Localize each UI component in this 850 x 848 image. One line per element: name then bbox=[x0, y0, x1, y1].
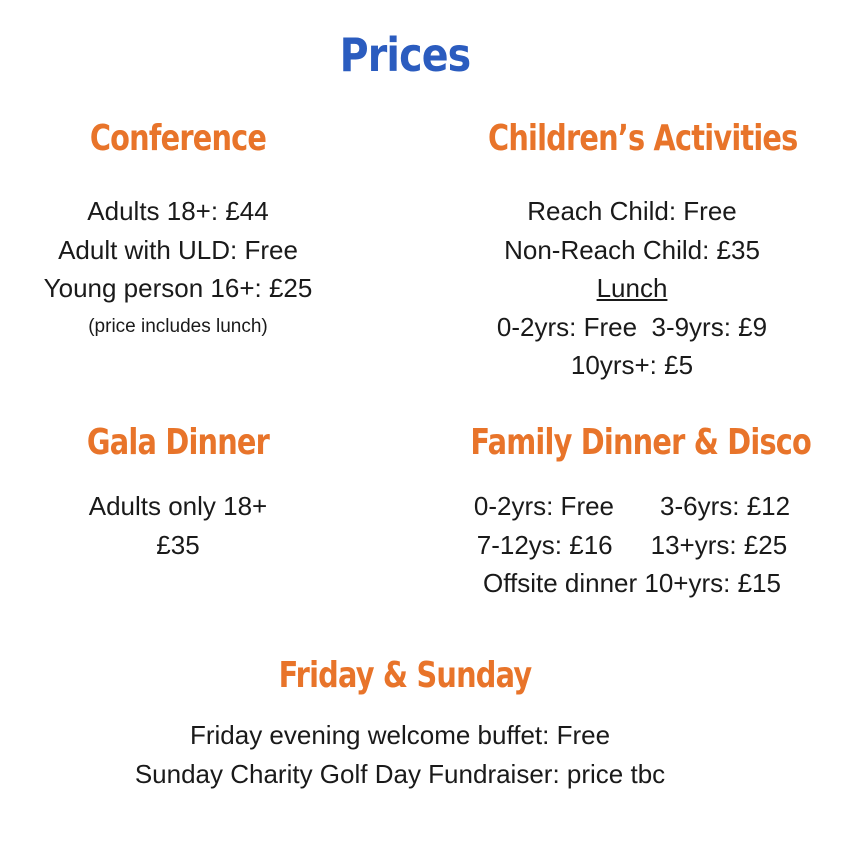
family-price-13-plus: 13+yrs: £25 bbox=[650, 529, 788, 560]
children-prices bbox=[452, 192, 812, 385]
family-price-7-12: 7-12ys: £16 bbox=[476, 529, 613, 560]
children-lunch-label: Lunch bbox=[596, 273, 668, 303]
conference-note: (price includes lunch) bbox=[88, 315, 268, 337]
family-row-2 bbox=[430, 526, 834, 565]
family-price-3-6: 3-6yrs: £12 bbox=[660, 491, 791, 521]
weekend-line-friday: Friday evening welcome buffet: Free bbox=[189, 720, 611, 750]
conference-line-young: Young person 16+: £25 bbox=[43, 273, 313, 303]
family-row-offsite: Offsite dinner 10+yrs: £15 bbox=[483, 568, 781, 598]
weekend-prices bbox=[0, 716, 800, 793]
gala-heading: Gala Dinner bbox=[86, 422, 270, 463]
gala-line-price: £35 bbox=[156, 529, 200, 560]
conference-line-uld: Adult with ULD: Free bbox=[58, 234, 298, 265]
weekend-heading: Friday & Sunday bbox=[278, 655, 532, 696]
gala-line-adults: Adults only 18+ bbox=[88, 491, 268, 521]
weekend-line-sunday: Sunday Charity Golf Day Fundraiser: price tbc bbox=[134, 758, 666, 789]
family-row-1 bbox=[430, 487, 834, 526]
conference-prices bbox=[30, 192, 326, 346]
children-lunch-line-2: 10yrs+: £5 bbox=[570, 350, 694, 380]
conference-heading: Conference bbox=[89, 118, 267, 159]
gala-prices bbox=[30, 487, 326, 564]
children-heading: Children’s Activities bbox=[488, 118, 798, 159]
family-heading: Family Dinner & Disco bbox=[470, 422, 812, 463]
children-line-reach: Reach Child: Free bbox=[527, 196, 737, 226]
children-line-nonreach: Non-Reach Child: £35 bbox=[504, 234, 760, 265]
family-prices bbox=[430, 487, 834, 603]
page-title: Prices bbox=[339, 28, 471, 82]
conference-line-adults: Adults 18+: £44 bbox=[87, 196, 269, 226]
family-price-0-2: 0-2yrs: Free bbox=[473, 491, 615, 521]
children-lunch-line-1: 0-2yrs: Free 3-9yrs: £9 bbox=[496, 311, 768, 342]
